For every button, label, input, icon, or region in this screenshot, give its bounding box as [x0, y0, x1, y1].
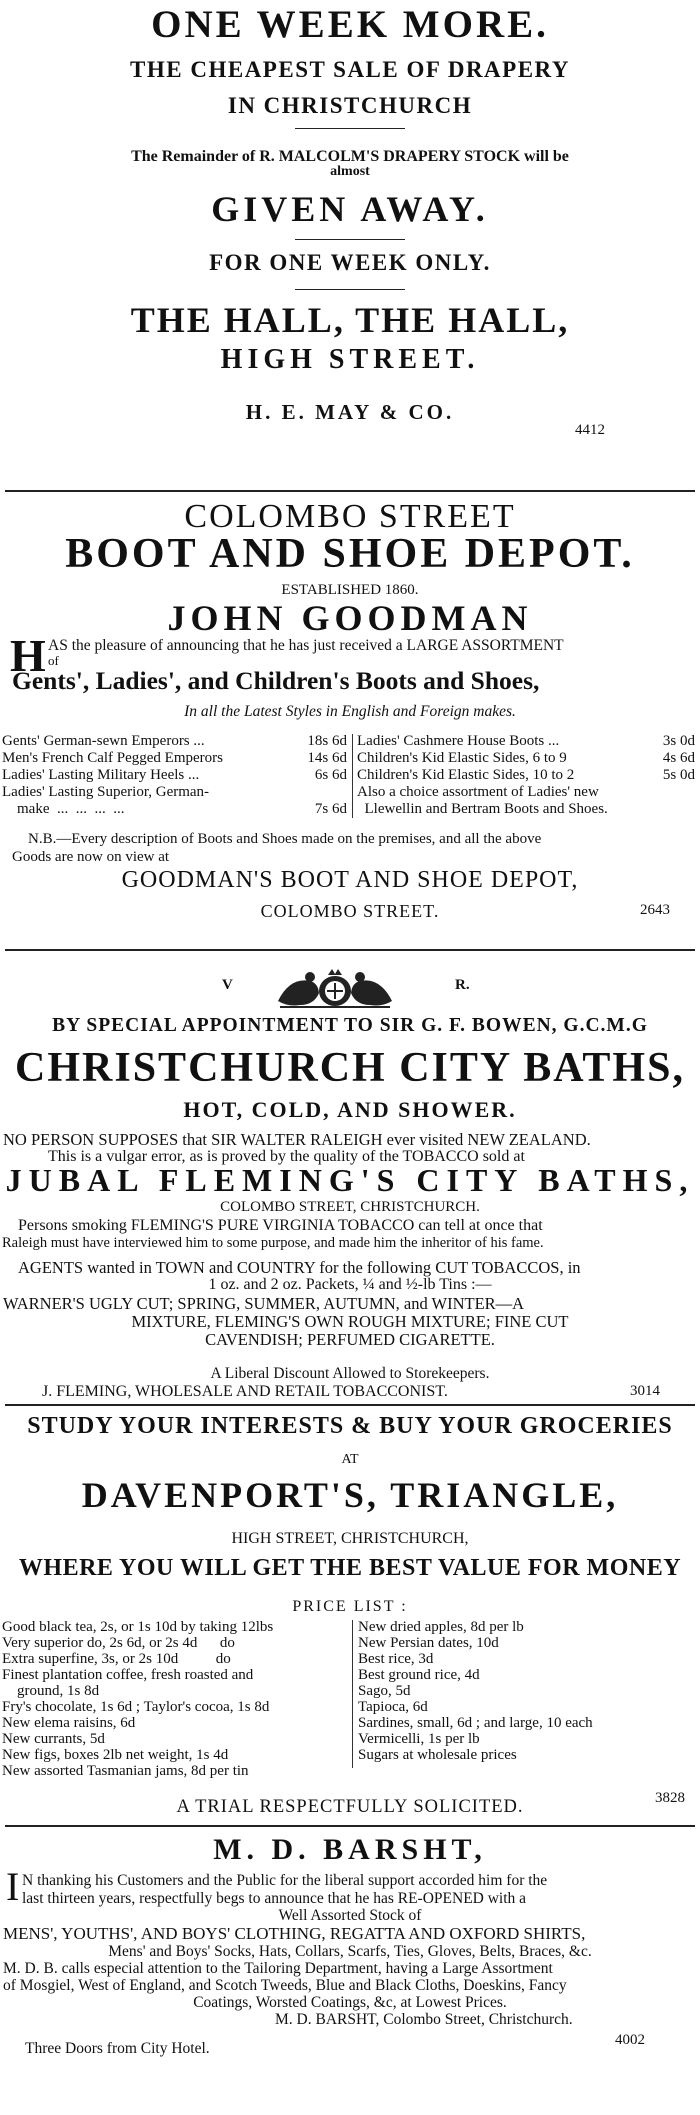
- baths-address: COLOMBO STREET, CHRISTCHURCH.: [220, 1199, 480, 1215]
- divider: [295, 239, 405, 240]
- column-rule: [5, 490, 695, 492]
- royal-r: R.: [455, 977, 470, 993]
- barsht-p1: N thanking his Customers and the Public for the liberal support accorded him for the: [22, 1872, 548, 1889]
- subheadline: THE CHEAPEST SALE OF DRAPERY: [130, 57, 570, 82]
- firm-name: H. E. MAY & CO.: [245, 400, 455, 424]
- divider: [295, 128, 405, 129]
- table-row: Children's Kid Elastic Sides, 10 to 2 5s 0d: [357, 767, 695, 783]
- the-hall: THE HALL, THE HALL,: [130, 300, 570, 340]
- table-row: Ladies' Lasting Superior, German-: [2, 784, 210, 800]
- list-item: Best rice, 3d: [358, 1651, 434, 1667]
- warner-2: MIXTURE, FLEMING'S OWN ROUGH MIXTURE; FINE CUT: [131, 1312, 569, 1331]
- baths-title: CHRISTCHURCH CITY BATHS,: [15, 1045, 685, 1091]
- list-item: New assorted Tasmanian jams, 8d per tin: [2, 1763, 249, 1779]
- table-row: Men's French Calf Pegged Emperors 14s 6d: [2, 750, 347, 766]
- table-row: Ladies' Cashmere House Boots ... 3s 0d: [357, 733, 695, 749]
- warner-1: WARNER'S UGLY CUT; SPRING, SUMMER, AUTUMN, and WINTER—A: [3, 1294, 525, 1313]
- drop-cap: H: [10, 630, 46, 681]
- list-item: Finest plantation coffee, fresh roasted and: [2, 1667, 254, 1683]
- price-list-heading: PRICE LIST :: [292, 1598, 408, 1615]
- depot-street: COLOMBO STREET.: [260, 901, 440, 921]
- remainder-text: The Remainder of R. MALCOLM'S DRAPERY STOCK will be: [131, 148, 569, 165]
- price-table-right: [357, 733, 695, 818]
- table-row: Gents' German-sewn Emperors ... 18s 6d: [2, 733, 347, 749]
- one-week-only: FOR ONE WEEK ONLY.: [209, 250, 491, 275]
- divider: [295, 289, 405, 290]
- barsht-p8: Coatings, Worsted Coatings, &c, at Lowest Prices.: [193, 1994, 507, 2011]
- subheadline-2: IN CHRISTCHURCH: [227, 93, 473, 118]
- agents-1: AGENTS wanted in TOWN and COUNTRY for the following CUT TOBACCOS, in: [18, 1258, 581, 1277]
- barsht-p6: M. D. B. calls especial attention to the Tailoring Department, having a Large Assortment: [3, 1960, 553, 1977]
- special-appointment: BY SPECIAL APPOINTMENT TO SIR G. F. BOWEN, G.C.M.G: [52, 1015, 648, 1036]
- high-street: HIGH STREET.: [220, 344, 480, 375]
- para-2b: Raleigh must have interviewed him to some purpose, and made him the inheritor of his fame.: [2, 1235, 544, 1251]
- ad-number: 3014: [630, 1383, 660, 1399]
- established: ESTABLISHED 1860.: [281, 582, 419, 598]
- list-item: Extra superfine, 3s, or 2s 10d do: [2, 1651, 231, 1667]
- barsht-p2: last thirteen years, respectfully begs to announce that he has RE-OPENED with a: [22, 1890, 527, 1907]
- discount: A Liberal Discount Allowed to Storekeepers.: [210, 1365, 490, 1382]
- list-item: Tapioca, 6d: [358, 1699, 428, 1715]
- para-2a: Persons smoking FLEMING'S PURE VIRGINIA TOBACCO can tell at once that: [18, 1217, 543, 1234]
- headline: ONE WEEK MORE.: [151, 3, 549, 46]
- table-row: Ladies' Lasting Military Heels ... 6s 6d: [2, 767, 347, 783]
- barsht-p7: of Mosgiel, West of England, and Scotch Tweeds, Blue and Black Cloths, Doeskins, Fancy: [3, 1977, 567, 1994]
- depot-name: GOODMAN'S BOOT AND SHOE DEPOT,: [121, 867, 579, 893]
- list-item: Fry's chocolate, 1s 6d ; Taylor's cocoa, 1s 8d: [2, 1699, 270, 1715]
- agents-2: 1 oz. and 2 oz. Packets, ¼ and ½-lb Tins :—: [208, 1276, 492, 1293]
- column-rule: [5, 1404, 695, 1406]
- list-item: New dried apples, 8d per lb: [358, 1619, 524, 1635]
- list-separator: [352, 1620, 353, 1768]
- styles-line: In all the Latest Styles in English and Foreign makes.: [184, 703, 516, 720]
- three-doors: Three Doors from City Hotel.: [25, 2040, 210, 2057]
- fleming-firm: J. FLEMING, WHOLESALE AND RETAIL TOBACCONIST.: [42, 1383, 448, 1400]
- price-table-left: [2, 733, 347, 818]
- royal-v: V: [222, 977, 233, 993]
- para-1b: This is a vulgar error, as is proved by the quality of the TOBACCO sold at: [48, 1148, 525, 1165]
- title-street: COLOMBO STREET: [184, 498, 516, 535]
- almost-text: almost: [330, 164, 370, 179]
- ad-number: 4002: [615, 2032, 645, 2048]
- list-item: ground, 1s 8d: [2, 1683, 100, 1699]
- list-item: Best ground rice, 4d: [358, 1667, 480, 1683]
- list-item: Sugars at wholesale prices: [358, 1747, 517, 1763]
- ad-number: 4412: [575, 422, 605, 438]
- table-row: make ... ... ... ... 7s 6d: [2, 801, 347, 817]
- given-away: GIVEN AWAY.: [211, 189, 489, 229]
- list-item: New Persian dates, 10d: [358, 1635, 499, 1651]
- barsht-p3: Well Assorted Stock of: [278, 1907, 422, 1924]
- column-rule: [5, 949, 695, 951]
- nb-line-2: Goods are now on view at: [12, 849, 170, 865]
- table-row: Also a choice assortment of Ladies' new: [357, 784, 599, 800]
- davenports-title: DAVENPORT'S, TRIANGLE,: [81, 1475, 619, 1515]
- table-separator: [352, 734, 353, 818]
- list-item: New elema raisins, 6d: [2, 1715, 136, 1731]
- list-item: Vermicelli, 1s per lb: [358, 1731, 480, 1747]
- column-rule: [5, 1825, 695, 1827]
- list-item: Very superior do, 2s 6d, or 2s 4d do: [2, 1635, 235, 1651]
- table-row: Children's Kid Elastic Sides, 6 to 9 4s 6d: [357, 750, 695, 766]
- grocery-list-right: [358, 1619, 696, 1763]
- barsht-p5: Mens' and Boys' Socks, Hats, Collars, Scarfs, Ties, Gloves, Belts, Braces, &c.: [108, 1943, 592, 1960]
- baths-subtitle: HOT, COLD, AND SHOWER.: [183, 1097, 517, 1122]
- intro-line: AS the pleasure of announcing that he has just received a LARGE ASSORTMENT: [48, 637, 564, 654]
- study-interests: STUDY YOUR INTERESTS & BUY YOUR GROCERIES: [27, 1413, 673, 1439]
- list-item: New figs, boxes 2lb net weight, 1s 4d: [2, 1747, 229, 1763]
- drop-cap: I: [6, 1864, 20, 1909]
- boots-headline: Gents', Ladies', and Children's Boots and Shoes,: [12, 666, 540, 695]
- ad-number: 3828: [655, 1790, 685, 1806]
- barsht-p4: MENS', YOUTHS', AND BOYS' CLOTHING, REGATTA AND OXFORD SHIRTS,: [3, 1924, 586, 1943]
- table-row: Llewellin and Bertram Boots and Shoes.: [357, 801, 608, 817]
- list-item: New currants, 5d: [2, 1731, 105, 1747]
- warner-3: CAVENDISH; PERFUMED CIGARETTE.: [205, 1330, 495, 1349]
- barsht-title: M. D. BARSHT,: [213, 1833, 487, 1866]
- para-1a: NO PERSON SUPPOSES that SIR WALTER RALEIGH ever visited NEW ZEALAND.: [3, 1130, 591, 1149]
- ad-number: 2643: [640, 902, 670, 918]
- grocery-list-left: [2, 1619, 347, 1779]
- intro-of: of: [48, 653, 59, 668]
- list-item: Sago, 5d: [358, 1683, 411, 1699]
- at-text: AT: [341, 1452, 359, 1467]
- list-item: Good black tea, 2s, or 1s 10d by taking 12lbs: [2, 1619, 274, 1635]
- davenports-address: HIGH STREET, CHRISTCHURCH,: [231, 1530, 469, 1547]
- trial-solicited: A TRIAL RESPECTFULLY SOLICITED.: [176, 1797, 524, 1817]
- list-item: Sardines, small, 6d ; and large, 10 each: [358, 1715, 593, 1731]
- barsht-p9: M. D. BARSHT, Colombo Street, Christchurch.: [275, 2011, 573, 2028]
- jubal-flemings: JUBAL FLEMING'S CITY BATHS,: [5, 1162, 695, 1198]
- royal-coat-of-arms-icon: [270, 967, 400, 1009]
- title-depot: BOOT AND SHOE DEPOT.: [65, 531, 635, 577]
- best-value: WHERE YOU WILL GET THE BEST VALUE FOR MONEY: [18, 1555, 682, 1581]
- nb-line-1: N.B.—Every description of Boots and Shoes made on the premises, and all the above: [28, 831, 542, 847]
- proprietor: JOHN GOODMAN: [167, 598, 533, 638]
